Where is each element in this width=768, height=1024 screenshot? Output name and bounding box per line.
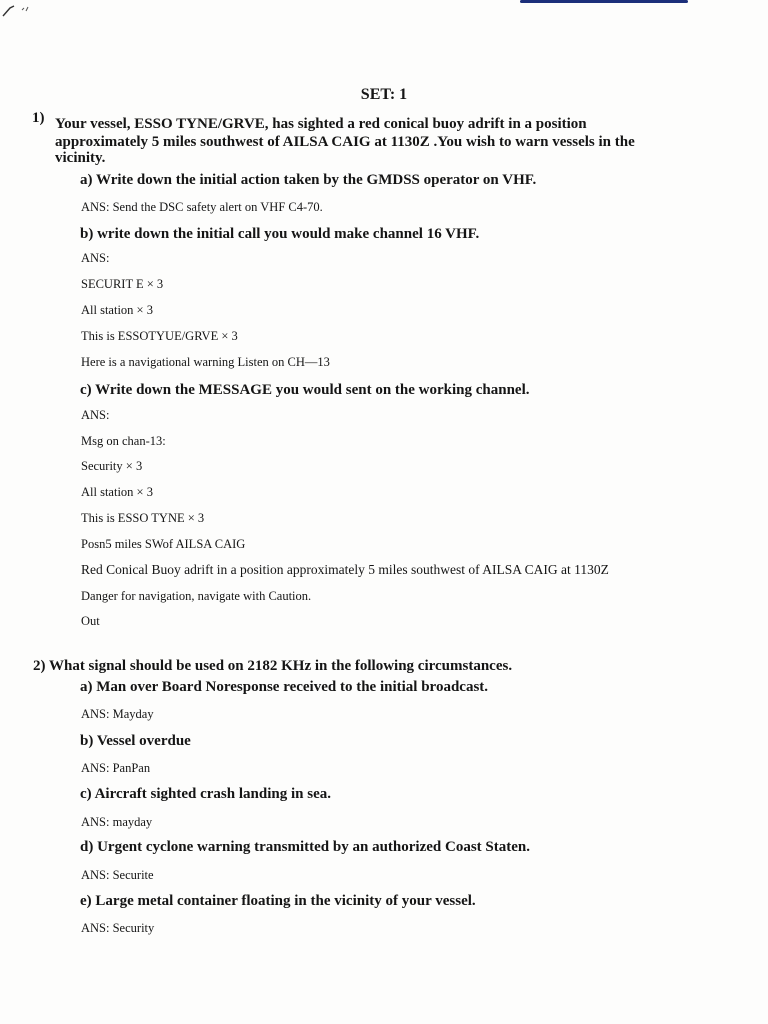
- question-text-line: vicinity.: [55, 150, 106, 166]
- question-2: 2) What signal should be used on 2182 KHz in the following circumstances.: [33, 658, 513, 674]
- answer-line: Posn5 miles SWof AILSA CAIG: [81, 537, 246, 551]
- answer-2c: ANS: mayday: [81, 815, 153, 829]
- question-2d: d) Urgent cyclone warning transmitted by an authorized Coast Staten.: [80, 839, 530, 855]
- answer-line: All station × 3: [81, 485, 153, 499]
- question-2b: b) Vessel overdue: [80, 733, 191, 749]
- question-2a: a) Man over Board Noresponse received to the initial broadcast.: [80, 679, 489, 695]
- question-text-line: Your vessel, ESSO TYNE/GRVE, has sighted a red conical buoy adrift in a position: [55, 116, 587, 132]
- answer-2d: ANS: Securite: [81, 868, 154, 882]
- answer-line: This is ESSO TYNE × 3: [81, 511, 205, 525]
- answer-line: ANS:: [81, 251, 110, 265]
- answer-line: Here is a navigational warning Listen on CH—13: [81, 355, 330, 369]
- question-2c: c) Aircraft sighted crash landing in sea.: [80, 786, 331, 802]
- question-number: 1): [32, 110, 45, 126]
- answer-line: ANS:: [81, 408, 110, 422]
- question-text-line: approximately 5 miles southwest of AILSA CAIG at 1130Z .You wish to warn vessels in the: [55, 134, 635, 150]
- answer-2b: ANS: PanPan: [81, 761, 151, 775]
- question-2e: e) Large metal container floating in the vicinity of your vessel.: [80, 893, 476, 909]
- answer-line: Msg on chan-13:: [81, 434, 166, 448]
- question-1a: a) Write down the initial action taken by the GMDSS operator on VHF.: [80, 172, 537, 188]
- answer-2e: ANS: Security: [81, 921, 155, 935]
- question-1b: b) write down the initial call you would make channel 16 VHF.: [80, 226, 480, 242]
- answer-line: Danger for navigation, navigate with Caution.: [81, 589, 312, 603]
- answer-line: Security × 3: [81, 459, 143, 473]
- top-edge-line: [520, 0, 688, 3]
- answer-2a: ANS: Mayday: [81, 707, 154, 721]
- answer-line: Out: [81, 614, 100, 628]
- answer-line: All station × 3: [81, 303, 153, 317]
- answer-line: This is ESSOTYUE/GRVE × 3: [81, 329, 238, 343]
- answer-line: SECURIT E × 3: [81, 277, 164, 291]
- pen-mark: [2, 2, 32, 18]
- question-1c: c) Write down the MESSAGE you would sent on the working channel.: [80, 382, 530, 398]
- answer-1a: ANS: Send the DSC safety alert on VHF C4-70.: [81, 200, 323, 214]
- answer-line: Red Conical Buoy adrift in a position approximately 5 miles southwest of AILSA CAIG at 1130Z: [81, 562, 609, 577]
- set-title: SET: 1: [360, 86, 408, 103]
